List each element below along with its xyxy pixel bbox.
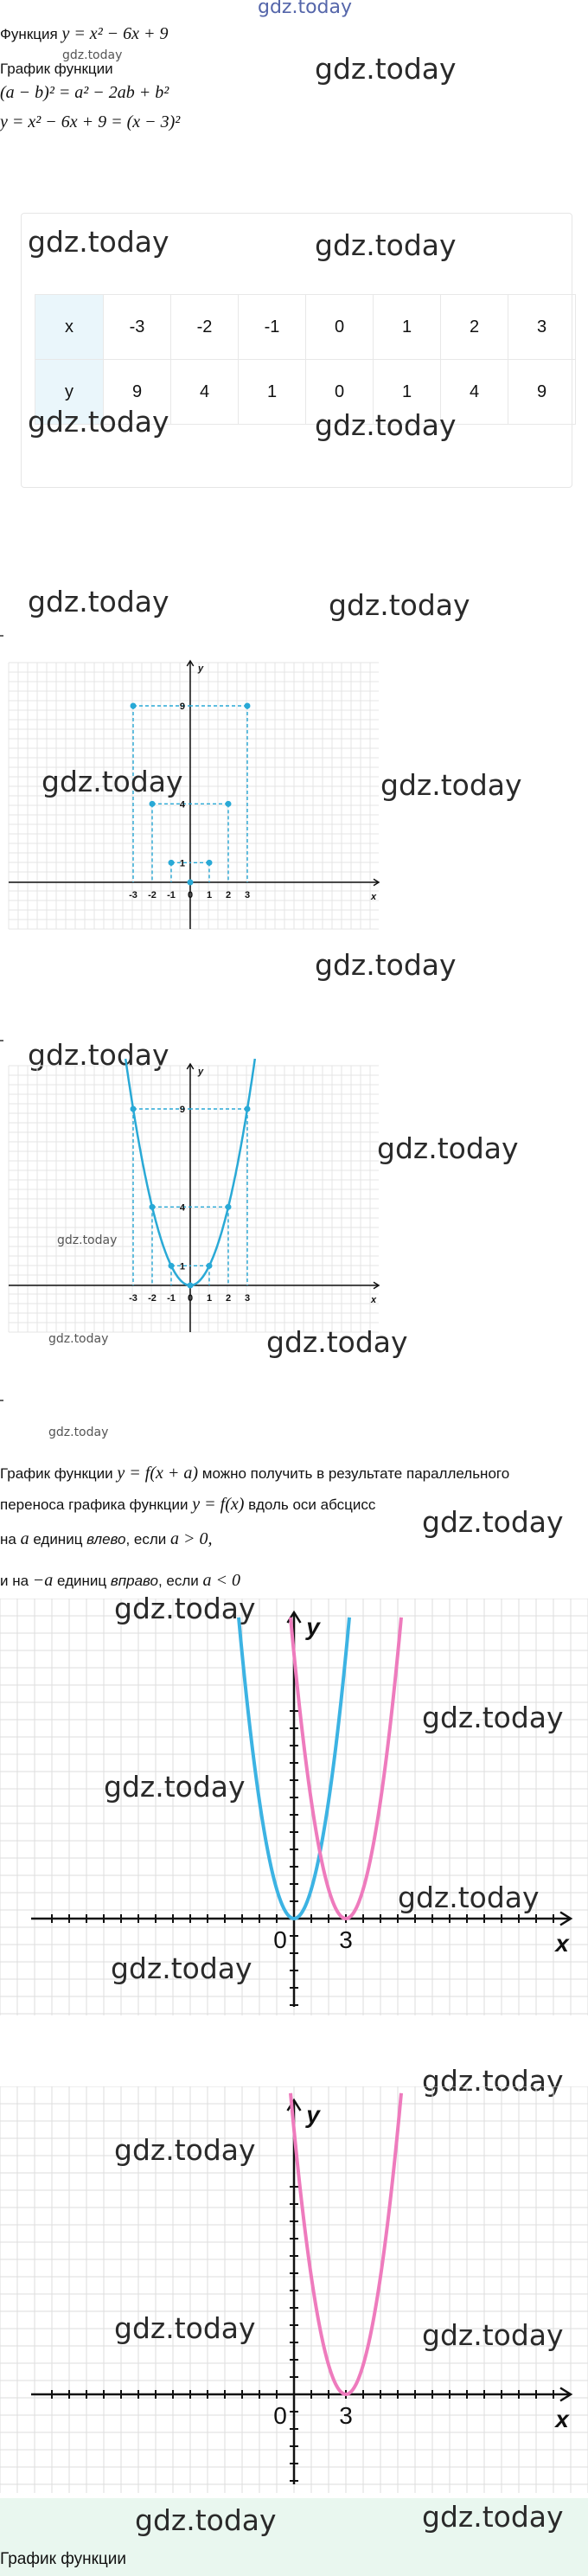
rule-emphasis: влево bbox=[86, 1531, 126, 1548]
rule-text: можно получить в результате параллельного bbox=[201, 1465, 510, 1482]
rule-line-1 bbox=[0, 1464, 509, 1483]
watermark-small: gdz.today bbox=[62, 48, 123, 62]
watermark: gdz.today bbox=[422, 1701, 564, 1734]
x-tick-label: -3 bbox=[129, 890, 137, 900]
watermark: gdz.today bbox=[28, 405, 169, 439]
intro-line-4-formula: y = x² − 6x + 9 = (x − 3)² bbox=[0, 112, 181, 131]
x-tick-label: 2 bbox=[225, 890, 232, 900]
x-tick-label: -2 bbox=[148, 890, 157, 900]
x-tick-label: 0 bbox=[273, 1926, 287, 1953]
table-cell: 4 bbox=[171, 360, 239, 425]
watermark: gdz.today bbox=[398, 1881, 540, 1914]
rule-text: , если bbox=[157, 1573, 199, 1589]
y-tick-label: 4 bbox=[179, 799, 185, 811]
y-tick-label: 9 bbox=[179, 1105, 185, 1115]
watermark: gdz.today bbox=[315, 408, 457, 442]
rule-text: единиц bbox=[33, 1531, 83, 1548]
y-axis-label: y bbox=[306, 2101, 320, 2128]
watermark-small: gdz.today bbox=[48, 1426, 109, 1439]
data-point bbox=[131, 1106, 137, 1112]
table-cell: 1 bbox=[239, 360, 306, 425]
table-cell: 0 bbox=[306, 360, 374, 425]
list-marker bbox=[0, 1400, 3, 1401]
x-tick-label: 3 bbox=[339, 1926, 353, 1953]
rule-formula: a > 0, bbox=[170, 1529, 213, 1548]
table-cell: -2 bbox=[171, 295, 239, 360]
rule-line-2 bbox=[0, 1495, 375, 1515]
watermark: gdz.today bbox=[377, 1131, 519, 1165]
chart-shifted-parabola bbox=[0, 2086, 588, 2493]
rule-formula: y = f(x + a) bbox=[117, 1464, 199, 1483]
x-tick-label: 3 bbox=[244, 890, 251, 900]
header-watermark: gdz.today bbox=[258, 0, 353, 18]
rule-line-4 bbox=[0, 1571, 240, 1591]
table-cell: 9 bbox=[508, 360, 576, 425]
list-marker bbox=[0, 1040, 3, 1041]
y-axis-label: y bbox=[306, 1613, 320, 1640]
table-cell: -3 bbox=[104, 295, 171, 360]
table-cell: 2 bbox=[441, 295, 508, 360]
x-tick-label: 1 bbox=[206, 1293, 213, 1304]
watermark: gdz.today bbox=[315, 52, 457, 86]
watermark-small: gdz.today bbox=[48, 1332, 109, 1346]
table-cell: 1 bbox=[374, 295, 441, 360]
watermark: gdz.today bbox=[28, 585, 169, 618]
watermark: gdz.today bbox=[114, 2133, 256, 2167]
watermark: gdz.today bbox=[266, 1325, 408, 1359]
watermark: gdz.today bbox=[135, 2503, 277, 2537]
data-point bbox=[207, 860, 213, 866]
y-tick-label: 9 bbox=[179, 702, 185, 712]
x-axis-label: x bbox=[555, 2406, 569, 2432]
rule-text: , если bbox=[125, 1531, 167, 1548]
rule-emphasis: вправо bbox=[110, 1573, 158, 1589]
watermark: gdz.today bbox=[422, 2500, 564, 2534]
data-point bbox=[169, 1263, 175, 1269]
data-point bbox=[188, 880, 194, 886]
rule-text: График функции bbox=[0, 1465, 113, 1482]
x-axis-label: x bbox=[370, 1295, 377, 1305]
rule-text: на bbox=[0, 1531, 16, 1548]
x-tick-label: 2 bbox=[225, 1293, 232, 1304]
watermark: gdz.today bbox=[28, 1038, 169, 1072]
watermark: gdz.today bbox=[422, 1505, 564, 1539]
intro-line-2: График функции bbox=[0, 61, 113, 77]
data-point bbox=[150, 1204, 156, 1210]
watermark: gdz.today bbox=[315, 948, 457, 982]
rule-formula: −a bbox=[32, 1571, 54, 1590]
data-point bbox=[226, 1204, 232, 1210]
x-tick-label: 3 bbox=[244, 1293, 251, 1304]
x-tick-label: 0 bbox=[273, 2402, 287, 2429]
x-axis-label: x bbox=[555, 1930, 569, 1957]
watermark: gdz.today bbox=[111, 1951, 252, 1985]
rule-formula: y = f(x) bbox=[192, 1495, 245, 1514]
table-cell: 1 bbox=[374, 360, 441, 425]
x-axis-label: x bbox=[370, 892, 377, 902]
table-cell: 9 bbox=[104, 360, 171, 425]
y-tick-label: 1 bbox=[179, 858, 185, 869]
x-tick-label: -1 bbox=[167, 890, 176, 900]
y-axis-label: y bbox=[197, 1067, 204, 1077]
y-tick-label: 4 bbox=[179, 1202, 185, 1214]
watermark: gdz.today bbox=[422, 2318, 564, 2352]
watermark: gdz.today bbox=[42, 765, 183, 798]
table-cell: 4 bbox=[441, 360, 508, 425]
watermark: gdz.today bbox=[380, 768, 522, 802]
y-tick-label: 1 bbox=[179, 1261, 185, 1272]
watermark: gdz.today bbox=[28, 225, 169, 259]
chart-two-parabolas bbox=[0, 1599, 588, 2015]
intro-line-3-formula: (a − b)² = a² − 2ab + b² bbox=[0, 83, 169, 102]
intro-line-1 bbox=[0, 24, 169, 44]
rule-text: и на bbox=[0, 1573, 29, 1589]
rule-formula: a < 0 bbox=[202, 1571, 241, 1590]
table-header-x: x bbox=[35, 295, 104, 360]
watermark: gdz.today bbox=[315, 228, 457, 262]
watermark: gdz.today bbox=[114, 2311, 256, 2345]
rule-formula: a bbox=[20, 1529, 29, 1548]
x-tick-label: 0 bbox=[187, 890, 194, 900]
x-tick-label: -2 bbox=[148, 1293, 157, 1304]
rule-line-3 bbox=[0, 1529, 213, 1549]
watermark: gdz.today bbox=[329, 588, 470, 622]
x-tick-label: 1 bbox=[206, 890, 213, 900]
data-point bbox=[169, 860, 175, 866]
table-cell: -1 bbox=[239, 295, 306, 360]
x-tick-label: 3 bbox=[339, 2402, 353, 2429]
intro-line-1-formula: y = x² − 6x + 9 bbox=[61, 24, 169, 43]
table-cell: 0 bbox=[306, 295, 374, 360]
data-point bbox=[226, 801, 232, 807]
watermark-small: gdz.today bbox=[57, 1234, 118, 1247]
chart-parabola bbox=[0, 1057, 380, 1334]
table-header-y: y bbox=[35, 360, 104, 425]
table-cell: 3 bbox=[508, 295, 576, 360]
data-point bbox=[245, 703, 251, 709]
data-point bbox=[131, 703, 137, 709]
intro-line-1-prefix: Функция bbox=[0, 26, 58, 42]
data-point bbox=[245, 1106, 251, 1112]
x-tick-label: -1 bbox=[167, 1293, 176, 1304]
data-point bbox=[207, 1263, 213, 1269]
watermark: gdz.today bbox=[114, 1592, 256, 1625]
rule-text: единиц bbox=[57, 1573, 107, 1589]
x-tick-label: 0 bbox=[187, 1293, 194, 1304]
rule-text: вдоль оси абсцисс bbox=[248, 1496, 376, 1513]
watermark: gdz.today bbox=[104, 1770, 246, 1804]
list-marker bbox=[0, 635, 3, 637]
data-point bbox=[188, 1283, 194, 1289]
y-axis-label: y bbox=[197, 663, 204, 674]
table-row-x bbox=[35, 295, 576, 360]
x-tick-label: -3 bbox=[129, 1293, 137, 1304]
rule-text: переноса графика функции bbox=[0, 1496, 189, 1513]
watermark: gdz.today bbox=[422, 2064, 564, 2098]
footer-text: График функции bbox=[0, 2550, 127, 2568]
data-point bbox=[150, 801, 156, 807]
